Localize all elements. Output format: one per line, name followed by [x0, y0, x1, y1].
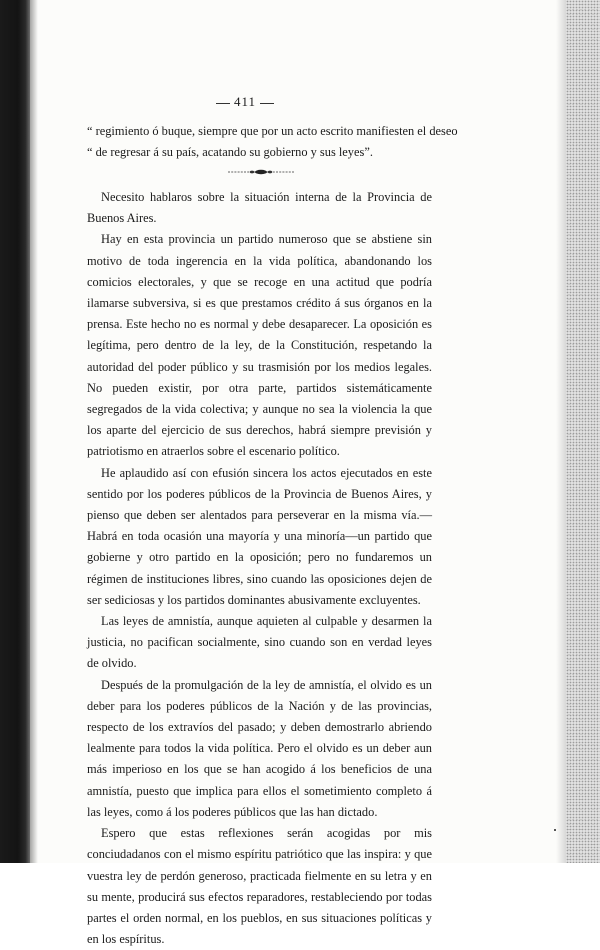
page-number: [0, 94, 490, 110]
paragraph-party: Hay en esta provincia un partido numeroso que se abstiene sin motivo de toda ingerencia en la vida política, abandonando los comicios electorales, y que se recoge en una actitud que podría ilamarse subversiva, si es que prestamos crédito á sus órganos en la prensa. Este hecho no es normal y debe desaparecer. La oposición es legítima, pero dentro de la ley, de la Constitución, respetando la autoridad del poder público y su trasmisión por los medios legales. No pueden existir, por otra parte, partidos sistemáticamente segregados de la vida colectiva; y aunque no sea la violencia la que los aparte del ejercicio de sus derechos, habrá siempre previsión y patriotismo en atraerlos sobre el escenario político.: [87, 232, 432, 459]
binding-edge: [0, 0, 30, 863]
page-number-dash-right: [260, 103, 274, 104]
page-number-dash-left: [216, 103, 230, 104]
binding-shadow: [30, 0, 38, 863]
scan-speck: [554, 829, 556, 831]
paragraph-applause: He aplaudido así con efusión sincera los actos ejecutados en este sentido por los poderes públicos de la Provincia de Buenos Aires, y pienso que deben ser alentados para perseverar en la misma vía.—Habrá en toda ocasión una mayoría y una minoría—un partido que gobierne y otro partido en la oposición; pero no fundaremos un régimen de instituciones libres, sino cuando las oposiciones dejen de ser sediciosas y los partidos dominantes abusivamente excluyentes.: [87, 465, 432, 607]
body-text: [87, 187, 432, 950]
paragraph-oblivion: Después de la promulgación de la ley de amnistía, el olvido es un deber para los poderes públicos de la Nación y de las provincias, respecto de los extravíos del pasado; y deben demostrarlo abriendo lealmente para todos la vida política. Pero el olvido es un deber aun más imperioso en los que se han acogido á los beneficios de una amnistía, puesto que implica para ellos el sometimiento completo á las leyes, como á los poderes públicos que las han dictado.: [87, 677, 432, 819]
section-divider-ornament: [228, 168, 294, 176]
quote-line: “ de regresar á su país, acatando su gobierno y sus leyes”.: [87, 145, 373, 160]
paragraph-situation: Necesito hablaros sobre la situación interna de la Provincia de Buenos Aires.: [87, 190, 432, 226]
scan-edge-fade: [556, 0, 566, 863]
page-number-text: 411: [233, 94, 257, 109]
paragraph-hope: Espero que estas reflexiones serán acogidas por mis conciudadanos con el mismo espíritu patriótico que las inspira: y que vuestra ley de perdón generoso, practicada fielmente en su letra y en su mente, producirá sus efectos reparadores, restableciendo por todas partes el orden normal, en los pueblos, en sus situaciones políticas y en los espíritus.: [87, 826, 432, 947]
paragraph-amnesty-laws: Las leyes de amnistía, aunque aquieten al culpable y desarmen la justicia, no pacifican socialmente, sino cuando son en verdad leyes de olvido.: [87, 614, 432, 671]
quote-block: [87, 121, 458, 163]
scan-edge: [566, 0, 600, 863]
quote-line: “ regimiento ó buque, siempre que por un acto escrito manifiesten el deseo: [87, 124, 458, 138]
